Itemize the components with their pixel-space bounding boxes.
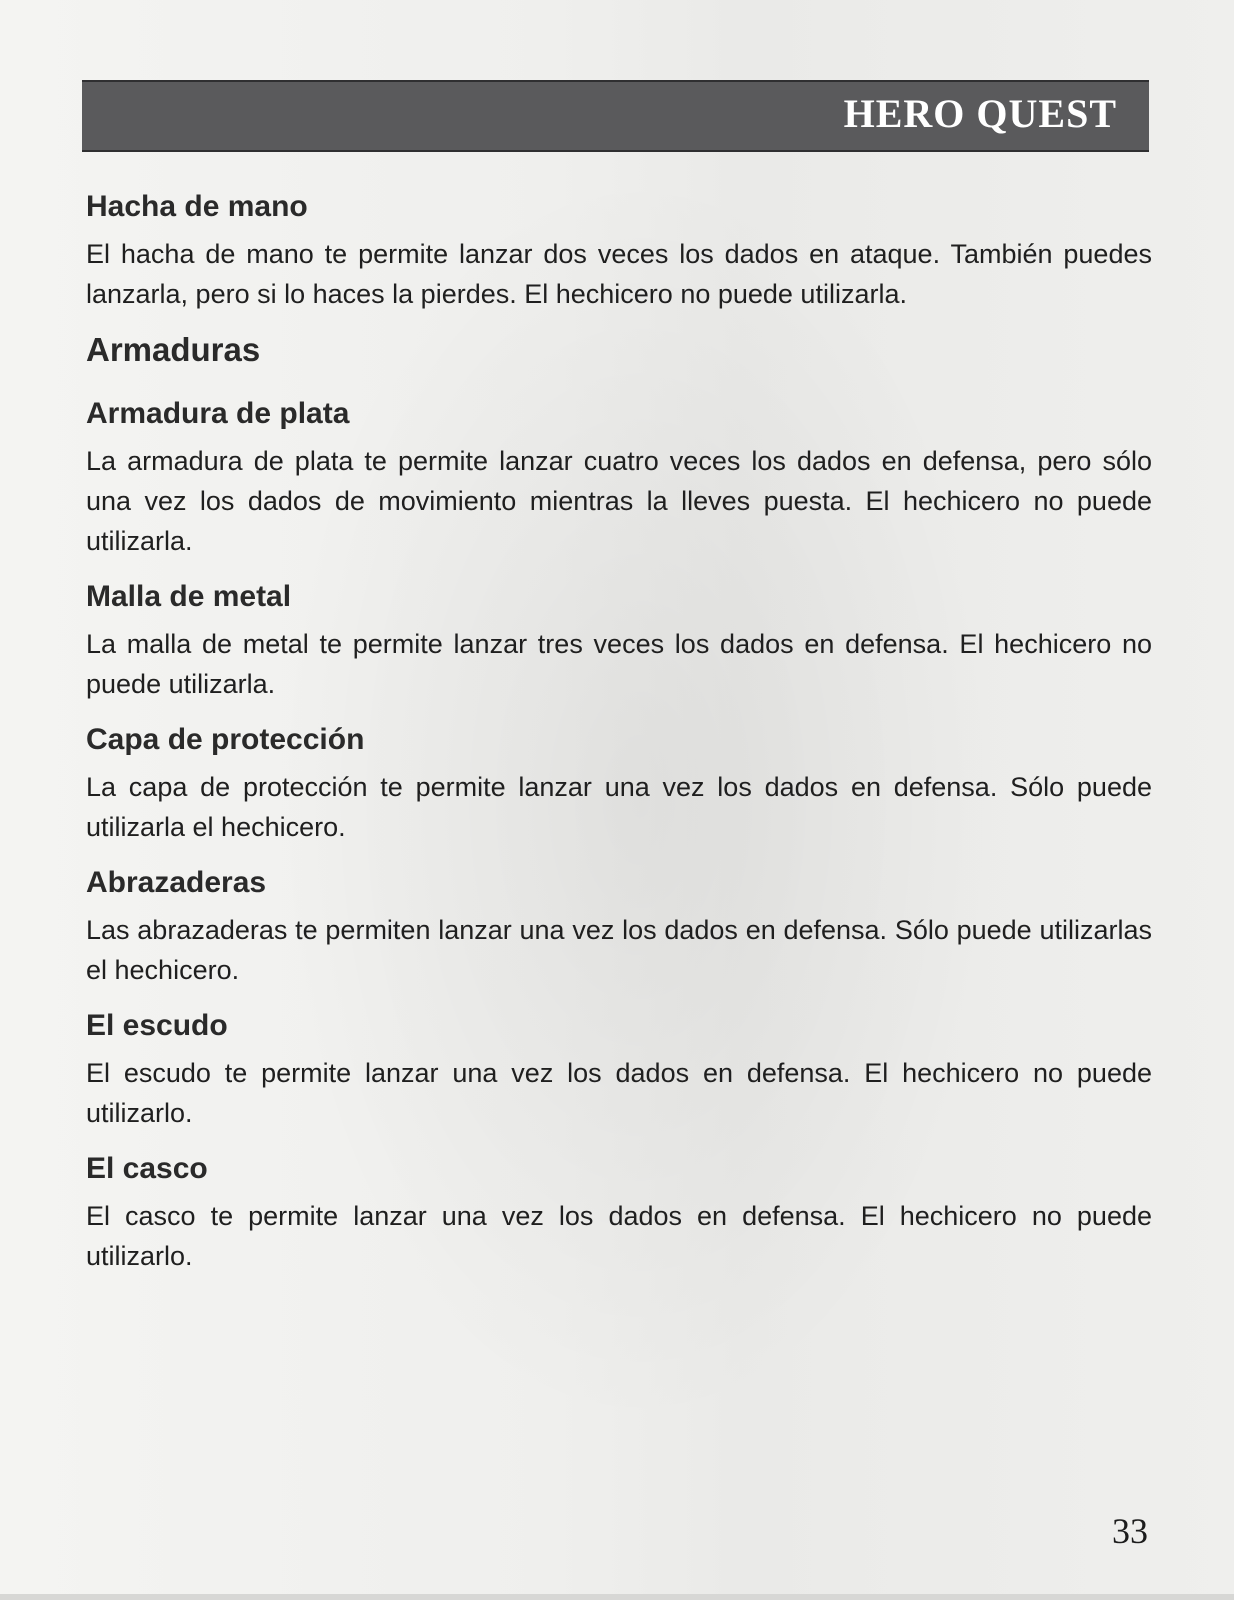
item-title: Abrazaderas <box>86 866 267 899</box>
item-capa-de-proteccion <box>86 721 1152 847</box>
header-bar <box>82 80 1149 152</box>
item-title: Malla de metal <box>86 580 292 613</box>
item-title: Armadura de plata <box>86 397 350 430</box>
item-abrazaderas <box>86 864 1152 990</box>
item-title: El casco <box>86 1152 208 1185</box>
item-title: El escudo <box>86 1009 228 1042</box>
content <box>86 188 1152 1293</box>
item-malla-de-metal <box>86 578 1152 704</box>
item-armadura-de-plata <box>86 395 1152 561</box>
item-hacha-de-mano <box>86 188 1152 314</box>
item-el-escudo <box>86 1007 1152 1133</box>
page-bottom-edge <box>0 1594 1234 1600</box>
header-title: HERO QUEST <box>843 91 1117 136</box>
item-text: La armadura de plata te permite lanzar cuatro veces los dados en defensa, pero sólo una vez los dados de movimiento mientras la lleves puesta. El hechicero no puede utilizarla. <box>86 446 1152 556</box>
page-number: 33 <box>1112 1511 1148 1551</box>
section-title-armaduras: Armaduras <box>86 331 261 368</box>
item-text: El hacha de mano te permite lanzar dos veces los dados en ataque. También puedes lanzarla, pero si lo haces la pierdes. El hechicero no puede utilizarla. <box>86 239 1152 309</box>
item-title: Hacha de mano <box>86 190 308 223</box>
item-text: El casco te permite lanzar una vez los dados en defensa. El hechicero no puede utilizarlo. <box>86 1201 1152 1271</box>
item-text: Las abrazaderas te permiten lanzar una vez los dados en defensa. Sólo puede utilizarlas el hechicero. <box>86 915 1152 985</box>
item-text: La malla de metal te permite lanzar tres veces los dados en defensa. El hechicero no puede utilizarla. <box>86 629 1152 699</box>
item-el-casco <box>86 1150 1152 1276</box>
section-spacer <box>86 379 1152 395</box>
item-text: El escudo te permite lanzar una vez los dados en defensa. El hechicero no puede utilizarlo. <box>86 1058 1152 1128</box>
item-title: Capa de protección <box>86 723 365 756</box>
item-text: La capa de protección te permite lanzar una vez los dados en defensa. Sólo puede utilizarla el hechicero. <box>86 772 1152 842</box>
